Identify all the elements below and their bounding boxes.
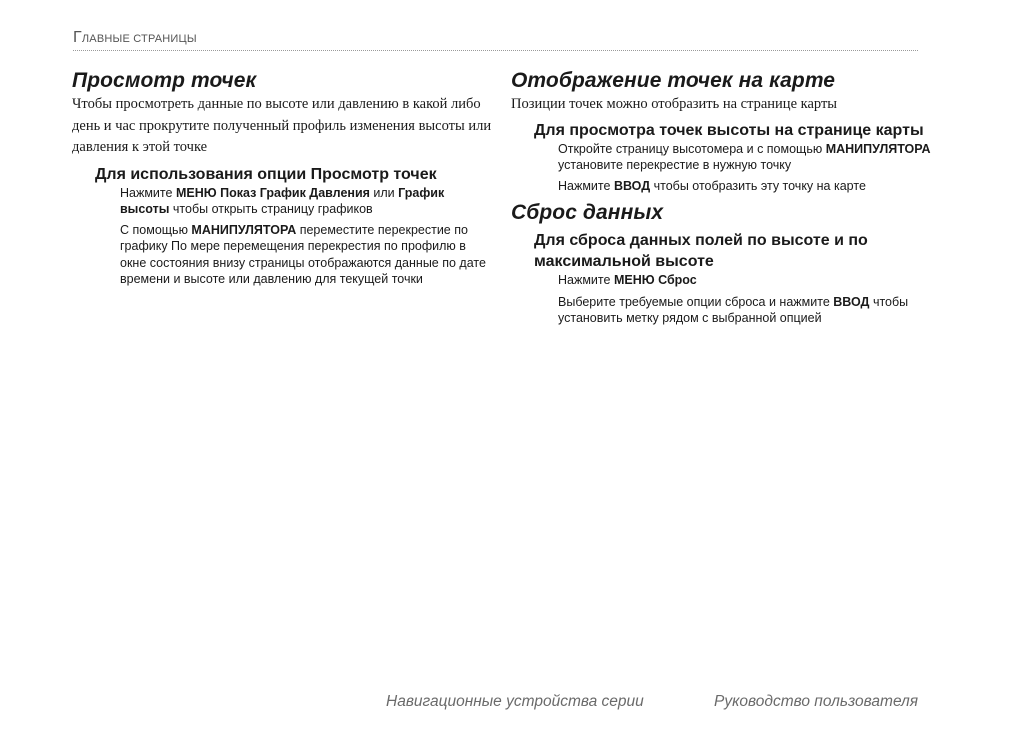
header-title: ЛАВНЫЕ СТРАНИЦЫ — [81, 33, 197, 45]
step-2: С помощью МАНИПУЛЯТОРА переместите перекрестие по графику По мере перемещения перекрестия по профилю в окне состояния внизу страницы отображаются данные по дате времени и высоте или давлению для текущей точки — [120, 223, 486, 286]
procedure-heading: Для использования опции Просмотр точек — [95, 165, 437, 183]
section-intro: Чтобы просмотреть данные по высоте или давлению в какой либо день и час прокрутите полученный профиль изменения высоты или давления к этой точке — [72, 96, 492, 155]
section-intro-map: Позиции точек можно отобразить на странице карты — [511, 96, 838, 112]
step-map-1: Откройте страницу высотомера и с помощью МАНИПУЛЯТОРА установите перекрестие в нужную точку — [558, 141, 931, 172]
section-heading-reset: Сброс данных — [511, 201, 664, 225]
procedure-heading-reset: Для сброса данных полей по высоте и по максимальной высоте — [534, 232, 868, 271]
section-heading-map-points: Отображение точек на карте — [511, 69, 836, 92]
step-reset-1: Нажмите МЕНЮ Сброс — [558, 273, 697, 288]
step-map-2: Нажмите ВВОД чтобы отобразить эту точку на карте — [558, 179, 866, 194]
left-column — [72, 68, 492, 287]
section-heading-view-points: Просмотр точек — [72, 69, 257, 92]
footer-series: Навигационные устройства серии — [386, 693, 644, 710]
header-initial: Г — [73, 29, 82, 46]
step-1: Нажмите МЕНЮ Показ График Давления или График высоты чтобы открыть страницу графиков — [120, 185, 445, 216]
step-reset-2: Выберите требуемые опции сброса и нажмите ВВОД чтобы установить метку рядом с выбранной опцией — [558, 294, 909, 325]
right-column — [511, 68, 931, 326]
page-header — [73, 29, 918, 51]
procedure-heading-map: Для просмотра точек высоты на странице карты — [534, 121, 924, 139]
footer-guide: Руководство пользователя — [714, 693, 919, 710]
